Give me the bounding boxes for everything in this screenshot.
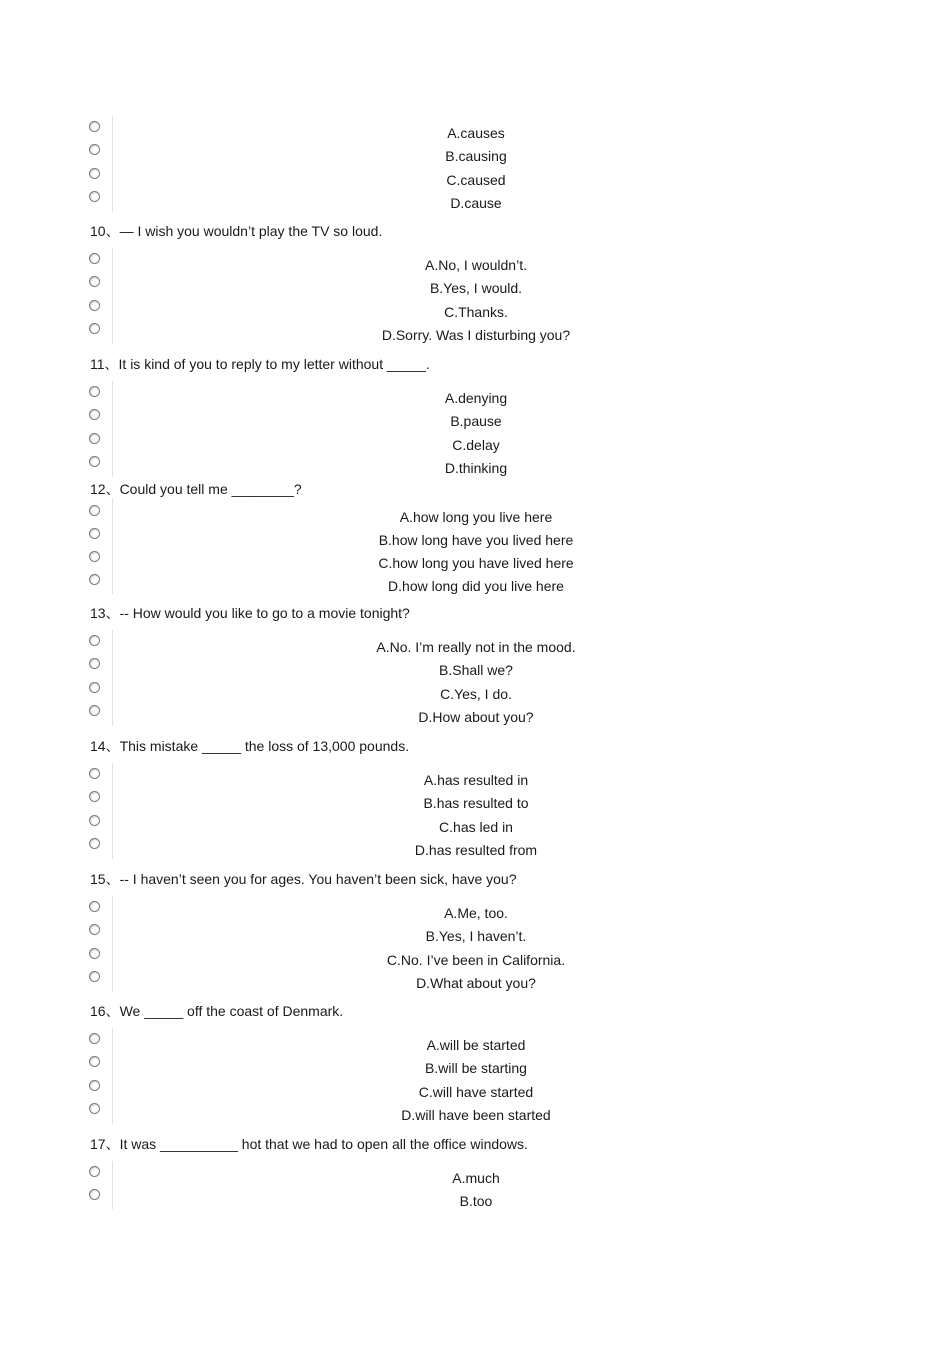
radio-button[interactable]	[89, 768, 100, 779]
option-label[interactable]: C.will have started	[418, 1084, 534, 1100]
option-row[interactable]	[86, 276, 866, 299]
options-group-q11	[86, 381, 866, 477]
option-label[interactable]: B.Yes, I haven’t.	[425, 928, 527, 944]
radio-button[interactable]	[89, 1189, 100, 1200]
option-row[interactable]	[86, 144, 866, 167]
radio-button[interactable]	[89, 815, 100, 826]
option-row[interactable]	[86, 505, 866, 528]
radio-button[interactable]	[89, 505, 100, 516]
radio-button[interactable]	[89, 574, 100, 585]
option-label[interactable]: D.cause	[450, 195, 502, 211]
option-label[interactable]: A.much	[452, 1170, 500, 1186]
radio-button[interactable]	[89, 635, 100, 646]
radio-button[interactable]	[89, 791, 100, 802]
options-group-q17	[86, 1161, 866, 1209]
option-row[interactable]	[86, 682, 866, 705]
question-title-10: 10、— I wish you wouldn’t play the TV so loud.	[90, 223, 383, 239]
option-label[interactable]: A.Me, too.	[444, 905, 508, 921]
option-row[interactable]	[86, 253, 866, 276]
option-label[interactable]: A.denying	[444, 390, 508, 406]
radio-button[interactable]	[89, 528, 100, 539]
option-row[interactable]	[86, 768, 866, 791]
option-label[interactable]: B.too	[459, 1193, 493, 1209]
option-label[interactable]: B.how long have you lived here	[378, 532, 574, 548]
radio-button[interactable]	[89, 323, 100, 334]
option-row[interactable]	[86, 901, 866, 924]
options-group-q10	[86, 248, 866, 344]
option-row[interactable]	[86, 815, 866, 838]
radio-button[interactable]	[89, 1033, 100, 1044]
option-label[interactable]: A.causes	[447, 125, 505, 141]
option-row[interactable]	[86, 551, 866, 574]
option-row[interactable]	[86, 323, 866, 346]
option-label[interactable]: C.caused	[446, 172, 506, 188]
options-group-q14	[86, 763, 866, 859]
option-label[interactable]: B.pause	[450, 413, 502, 429]
option-row[interactable]	[86, 1080, 866, 1103]
option-row[interactable]	[86, 300, 866, 323]
option-label[interactable]: B.Shall we?	[439, 662, 513, 678]
radio-button[interactable]	[89, 168, 100, 179]
question-title-11: 11、It is kind of you to reply to my letter without _____.	[90, 356, 430, 372]
option-label[interactable]: C.delay	[452, 437, 500, 453]
option-row[interactable]	[86, 971, 866, 994]
option-label[interactable]: D.thinking	[444, 460, 508, 476]
option-label[interactable]: B.causing	[445, 148, 507, 164]
option-row[interactable]	[86, 574, 866, 597]
option-label[interactable]: C.how long you have lived here	[378, 555, 574, 571]
option-row[interactable]	[86, 924, 866, 947]
radio-button[interactable]	[89, 948, 100, 959]
radio-button[interactable]	[89, 433, 100, 444]
option-label[interactable]: A.No. I’m really not in the mood.	[376, 639, 576, 655]
option-row[interactable]	[86, 1056, 866, 1079]
option-label[interactable]: C.has led in	[439, 819, 513, 835]
question-title-13: 13、-- How would you like to go to a movie tonight?	[90, 605, 410, 621]
option-label[interactable]: B.will be starting	[425, 1060, 527, 1076]
options-group-q12	[86, 498, 866, 594]
option-label[interactable]: C.Thanks.	[444, 304, 508, 320]
radio-button[interactable]	[89, 121, 100, 132]
option-row[interactable]	[86, 1033, 866, 1056]
option-row[interactable]	[86, 1166, 866, 1189]
radio-button[interactable]	[89, 1103, 100, 1114]
option-label[interactable]: D.how long did you live here	[388, 578, 564, 594]
option-label[interactable]: C.No. I’ve been in California.	[386, 952, 566, 968]
option-row[interactable]	[86, 121, 866, 144]
option-row[interactable]	[86, 456, 866, 479]
option-label[interactable]: D.What about you?	[416, 975, 536, 991]
option-row[interactable]	[86, 433, 866, 456]
radio-button[interactable]	[89, 409, 100, 420]
option-row[interactable]	[86, 386, 866, 409]
option-label[interactable]: D.How about you?	[418, 709, 534, 725]
radio-button[interactable]	[89, 1166, 100, 1177]
option-label[interactable]: D.Sorry. Was I disturbing you?	[381, 327, 571, 343]
radio-button[interactable]	[89, 191, 100, 202]
option-row[interactable]	[86, 409, 866, 432]
radio-button[interactable]	[89, 551, 100, 562]
option-label[interactable]: D.has resulted from	[414, 842, 538, 858]
question-title-16: 16、We _____ off the coast of Denmark.	[90, 1003, 344, 1019]
option-label[interactable]: C.Yes, I do.	[440, 686, 512, 702]
radio-button[interactable]	[89, 971, 100, 982]
option-row[interactable]	[86, 838, 866, 861]
radio-button[interactable]	[89, 253, 100, 264]
option-row[interactable]	[86, 705, 866, 728]
options-group-q16	[86, 1028, 866, 1124]
option-label[interactable]: A.will be started	[426, 1037, 526, 1053]
options-group-q13	[86, 630, 866, 726]
option-row[interactable]	[86, 635, 866, 658]
option-row[interactable]	[86, 1103, 866, 1126]
radio-button[interactable]	[89, 682, 100, 693]
option-label[interactable]: B.Yes, I would.	[429, 280, 523, 296]
radio-button[interactable]	[89, 386, 100, 397]
radio-button[interactable]	[89, 144, 100, 155]
radio-button[interactable]	[89, 276, 100, 287]
option-row[interactable]	[86, 168, 866, 191]
radio-button[interactable]	[89, 924, 100, 935]
option-row[interactable]	[86, 948, 866, 971]
option-label[interactable]: A.No, I wouldn’t.	[425, 257, 527, 273]
option-row[interactable]	[86, 528, 866, 551]
radio-button[interactable]	[89, 901, 100, 912]
radio-button[interactable]	[89, 1080, 100, 1091]
option-row[interactable]	[86, 658, 866, 681]
radio-button[interactable]	[89, 838, 100, 849]
option-row[interactable]	[86, 191, 866, 214]
option-label[interactable]: B.has resulted to	[423, 795, 529, 811]
radio-button[interactable]	[89, 456, 100, 467]
options-group-q15	[86, 896, 866, 992]
option-label[interactable]: A.has resulted in	[423, 772, 529, 788]
radio-button[interactable]	[89, 658, 100, 669]
radio-button[interactable]	[89, 300, 100, 311]
option-label[interactable]: A.how long you live here	[399, 509, 553, 525]
radio-button[interactable]	[89, 705, 100, 716]
option-label[interactable]: D.will have been started	[401, 1107, 551, 1123]
radio-button[interactable]	[89, 1056, 100, 1067]
question-title-15: 15、-- I haven’t seen you for ages. You haven’t been sick, have you?	[90, 871, 517, 887]
question-title-12: 12、Could you tell me ________?	[90, 481, 302, 497]
options-group-q9	[86, 116, 866, 212]
option-row[interactable]	[86, 791, 866, 814]
question-title-17: 17、It was __________ hot that we had to open all the office windows.	[90, 1136, 528, 1152]
option-row[interactable]	[86, 1189, 866, 1212]
question-title-14: 14、This mistake _____ the loss of 13,000 pounds.	[90, 738, 410, 754]
